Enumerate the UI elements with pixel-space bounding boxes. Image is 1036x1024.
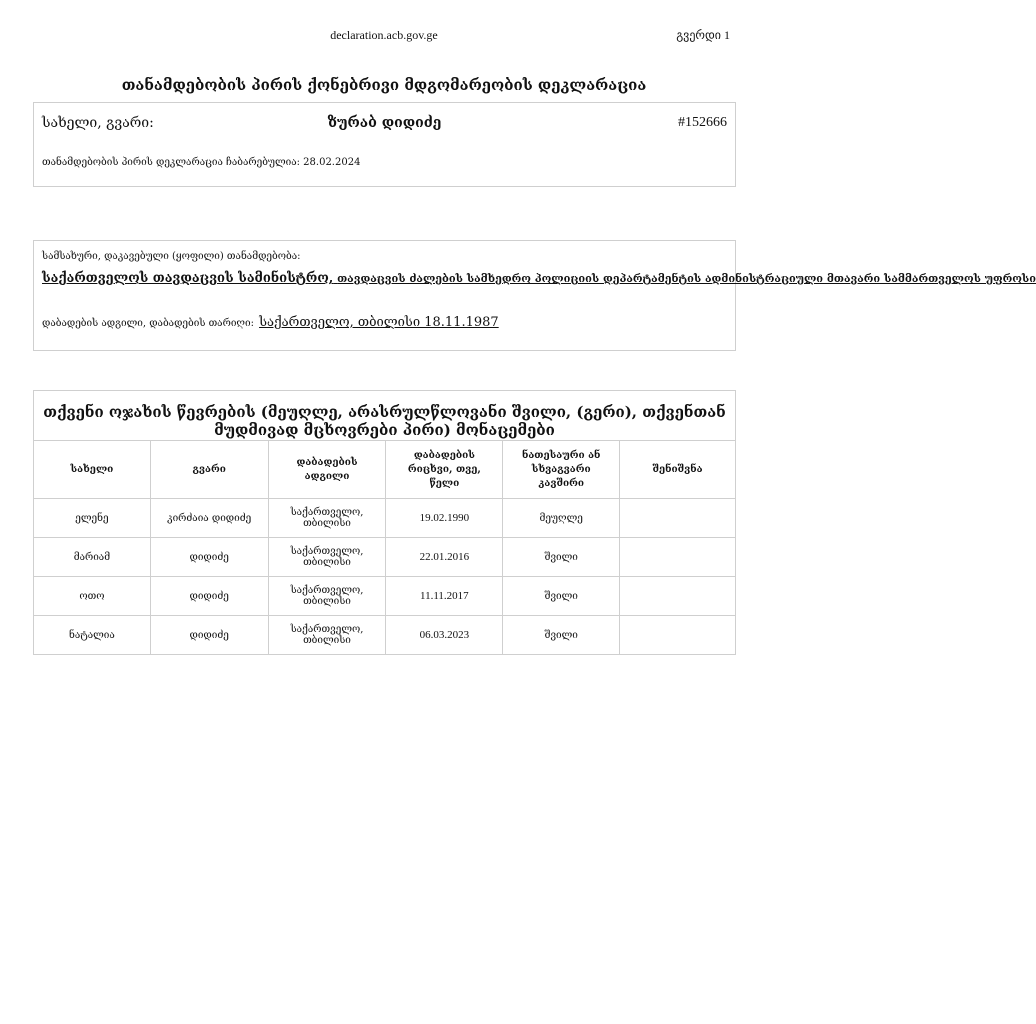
birthplace-cell: საქართველო, თბილისი: [268, 577, 386, 616]
first-name-cell: ელენე: [34, 499, 151, 538]
declarant-name: ზურაბ დიდიძე: [327, 115, 442, 131]
page-number: გვერდი 1: [676, 28, 730, 42]
birthplace-cell: საქართველო, თბილისი: [268, 499, 386, 538]
note-cell: [620, 499, 736, 538]
position-label: სამსახური, დაკავებული (ყოფილი) თანამდებობა:: [42, 251, 301, 262]
birth-row: [42, 311, 499, 330]
position-title: თავდაცვის ძალების სამხედრო პოლიციის დეპარტამენტის ადმინისტრაციული მთავარი სამმართველოს უფროსი: [337, 272, 1036, 285]
birth-date-cell: 11.11.2017: [386, 577, 503, 616]
table-row: [34, 538, 736, 577]
relation-cell: შვილი: [503, 616, 620, 655]
last-name-cell: დიდიძე: [150, 616, 268, 655]
first-name-cell: ოთო: [34, 577, 151, 616]
column-header: გვარი: [150, 441, 268, 499]
table-row: [34, 616, 736, 655]
relation-cell: შვილი: [503, 577, 620, 616]
table-row: [34, 499, 736, 538]
birthplace-cell: საქართველო, თბილისი: [268, 616, 386, 655]
ministry-name: საქართველოს თავდაცვის სამინისტრო,: [42, 271, 334, 286]
note-cell: [620, 616, 736, 655]
note-cell: [620, 538, 736, 577]
first-name-cell: ნატალია: [34, 616, 151, 655]
document-title: თანამდებობის პირის ქონებრივი მდგომარეობის დეკლარაცია: [121, 76, 647, 94]
birth-date-cell: 19.02.1990: [386, 499, 503, 538]
family-section: [33, 390, 736, 655]
filed-label: თანამდებობის პირის დეკლარაცია ჩაბარებულია:: [42, 157, 300, 168]
page-header: [0, 28, 768, 48]
last-name-cell: დიდიძე: [150, 577, 268, 616]
first-name-cell: მარიამ: [34, 538, 151, 577]
relation-cell: შვილი: [503, 538, 620, 577]
table-row: [34, 577, 736, 616]
birth-date-cell: 22.01.2016: [386, 538, 503, 577]
relation-cell: მეუღლე: [503, 499, 620, 538]
column-header: შენიშვნა: [620, 441, 736, 499]
column-header: დაბადების რიცხვი, თვე, წელი: [386, 441, 503, 499]
position-value: [42, 271, 1036, 286]
family-title: თქვენი ოჯახის წევრების (მეუღლე, არასრულწლოვანი შვილი, (გერი), თქვენთან მუდმივად მცხოვრები პირი) მონაცემები: [43, 403, 726, 439]
note-cell: [620, 577, 736, 616]
position-section: [33, 240, 1036, 351]
family-table: [33, 440, 736, 655]
last-name-cell: კირძაია დიდიძე: [150, 499, 268, 538]
birth-label: დაბადების ადგილი, დაბადების თარიღი:: [42, 318, 254, 329]
filed-date: 28.02.2024: [303, 157, 361, 168]
filed-row: [42, 157, 360, 168]
name-row: [42, 115, 727, 137]
declarant-section: [33, 102, 736, 187]
table-header-row: [34, 441, 736, 499]
site-url: declaration.acb.gov.ge: [330, 28, 438, 42]
birth-date-cell: 06.03.2023: [386, 616, 503, 655]
column-header: სახელი: [34, 441, 151, 499]
birthplace-cell: საქართველო, თბილისი: [268, 538, 386, 577]
last-name-cell: დიდიძე: [150, 538, 268, 577]
birth-value: საქართველო, თბილისი 18.11.1987: [259, 315, 499, 330]
declaration-id: #152666: [678, 115, 727, 130]
name-label: სახელი, გვარი:: [42, 115, 154, 131]
column-header: ნათესაური ან სხვაგვარი კავშირი: [503, 441, 620, 499]
column-header: დაბადების ადგილი: [268, 441, 386, 499]
